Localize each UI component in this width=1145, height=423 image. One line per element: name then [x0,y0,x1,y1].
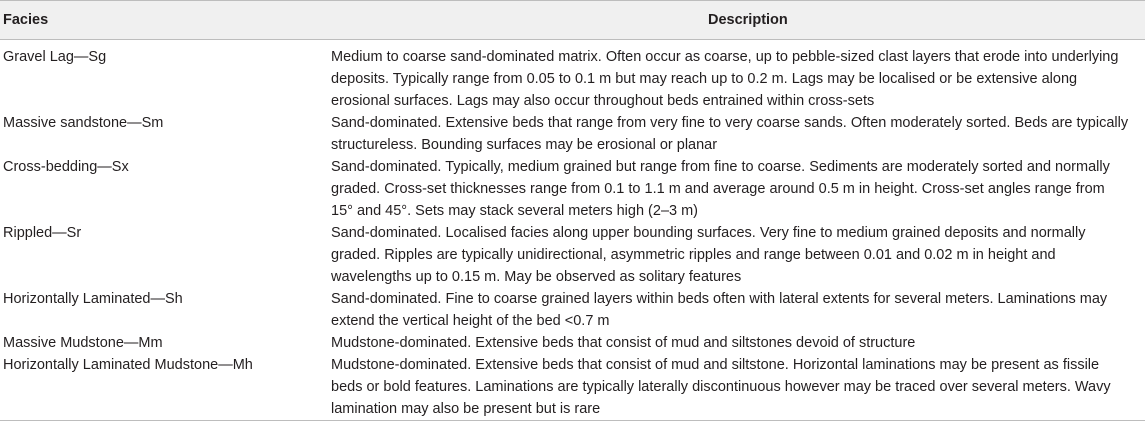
description-line: 15° and 45°. Sets may stack several meters high (2–3 m) [331,203,699,219]
facies-cell: Horizontally Laminated—Sh [3,291,183,307]
description-line: graded. Ripples are typically unidirectional, asymmetric ripples and range between 0.01 and 0.02 m in height and [331,247,1056,263]
facies-cell: Cross-bedding—Sx [3,159,129,175]
description-line: deposits. Typically range from 0.05 to 0.1 m but may reach up to 0.2 m. Lags may be localised or be extensive along [331,71,1078,87]
description-line: erosional surfaces. Lags may also occur throughout beds entrained within cross-sets [331,93,875,109]
description-cell [331,112,1145,156]
description-line: structureless. Bounding surfaces may be erosional or planar [331,137,718,153]
description-line: graded. Cross-set thicknesses range from 0.1 to 1.1 m and average around 0.5 m in height. Cross-set angles range from [331,181,1105,197]
description-line: wavelengths up to 0.15 m. May be observed as solitary features [331,269,742,285]
description-line: Sand-dominated. Localised facies along upper bounding surfaces. Very fine to medium grained deposits and normally [331,225,1086,241]
facies-cell: Massive sandstone—Sm [3,115,164,131]
description-cell [331,354,1145,420]
description-cell [331,46,1145,112]
description-cell [331,156,1145,222]
facies-cell: Massive Mudstone—Mm [3,335,163,351]
description-line: Medium to coarse sand-dominated matrix. Often occur as coarse, up to pebble-sized clast layers that erode into underlying [331,49,1119,65]
description-line: Mudstone-dominated. Extensive beds that consist of mud and siltstones devoid of structure [331,335,916,351]
facies-cell: Horizontally Laminated Mudstone—Mh [3,357,253,373]
description-line: Sand-dominated. Fine to coarse grained layers within beds often with lateral extents for several meters. Laminations may [331,291,1108,307]
facies-cell: Rippled—Sr [3,225,82,241]
description-line: Mudstone-dominated. Extensive beds that consist of mud and siltstone. Horizontal laminations may be present as fissile [331,357,1100,373]
description-cell [331,332,1145,354]
description-line: Sand-dominated. Typically, medium grained but range from fine to coarse. Sediments are moderately sorted and normally [331,159,1110,175]
description-cell [331,288,1145,332]
table-header [0,0,1145,40]
description-line: extend the vertical height of the bed <0.7 m [331,313,610,329]
facies-cell: Gravel Lag—Sg [3,49,107,65]
column-header-facies: Facies [3,12,49,28]
description-cell [331,222,1145,288]
description-line: beds or bold features. Laminations are typically laterally discontinuous however may be traced over several meters. Wavy [331,379,1111,395]
description-line: lamination may also be present but is rare [331,401,601,417]
table-bottom-rule [0,420,1145,421]
column-header-description: Description [708,12,788,28]
description-line: Sand-dominated. Extensive beds that range from very fine to very coarse sands. Often moderately sorted. Beds are typically [331,115,1129,131]
